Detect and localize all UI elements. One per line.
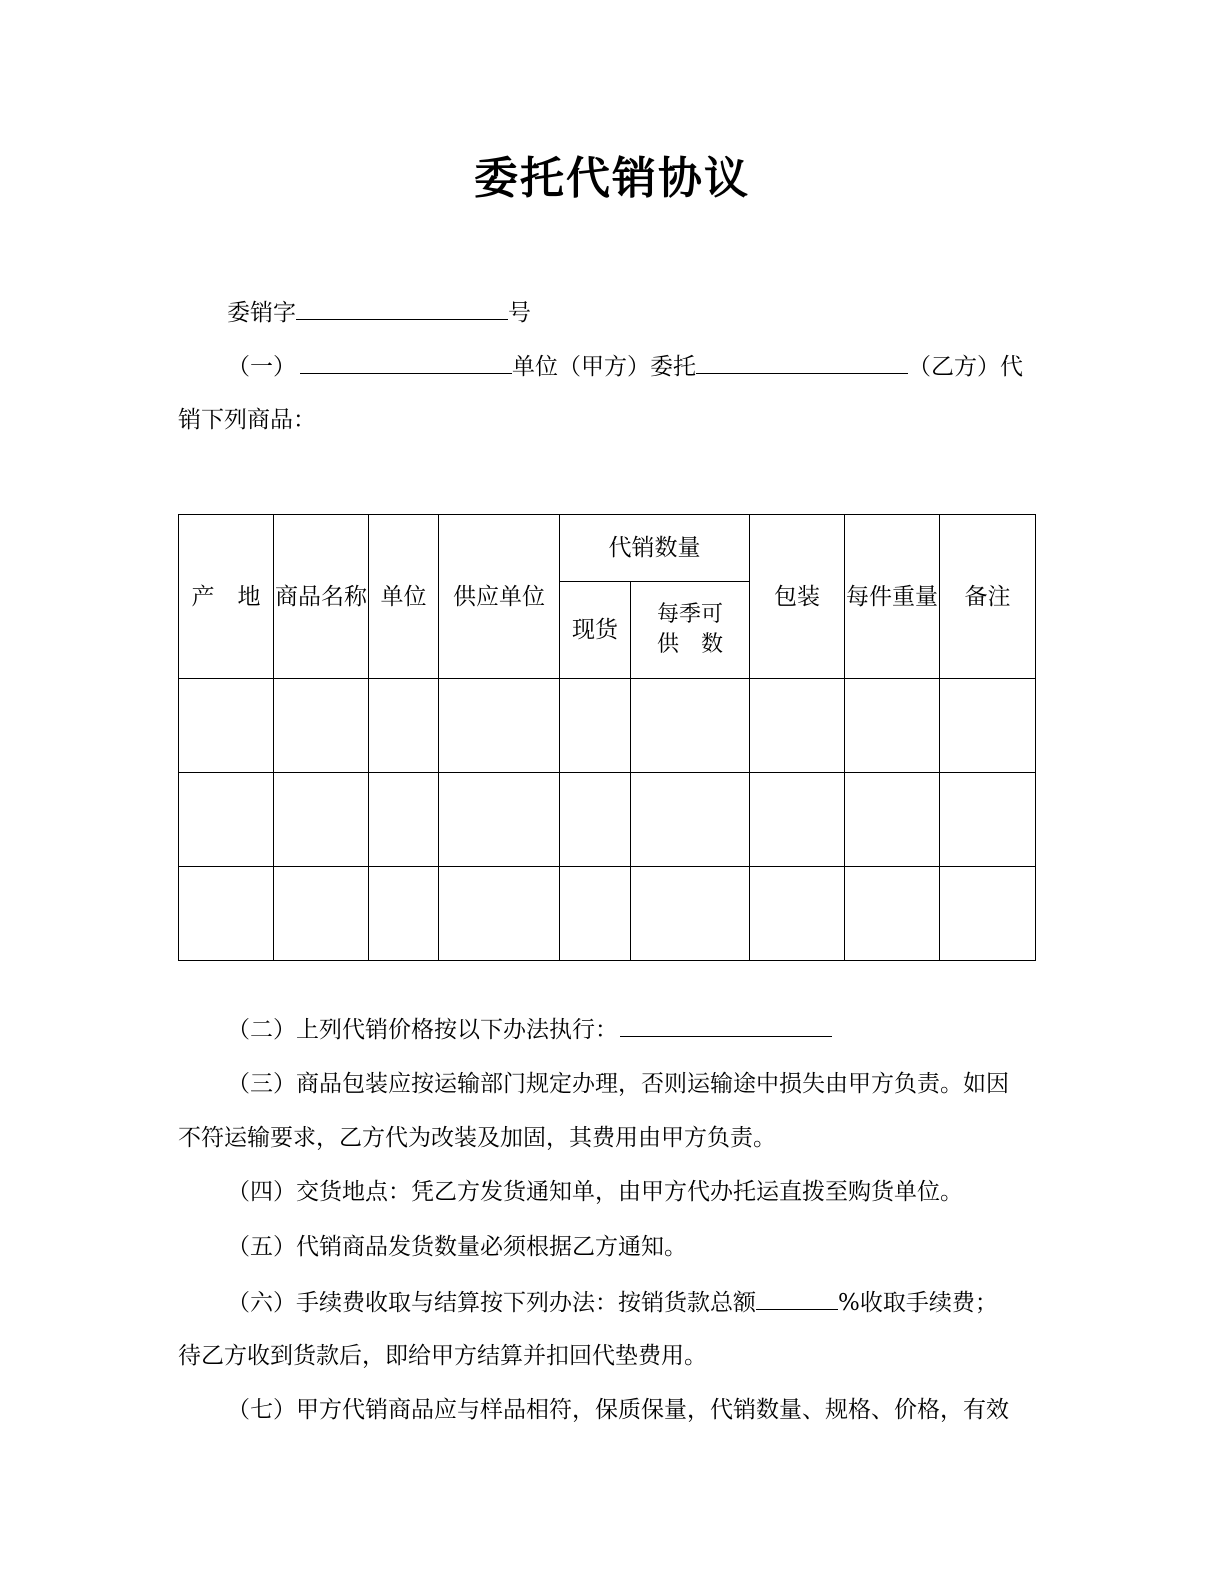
table-cell[interactable] (750, 773, 845, 867)
party-a-blank (300, 351, 512, 374)
header-quarterly-line-1: 每季可 (656, 602, 723, 627)
table-cell[interactable] (750, 679, 845, 773)
table-cell[interactable] (179, 773, 274, 867)
header-remarks: 备注 (940, 515, 1036, 679)
table-cell[interactable] (369, 773, 439, 867)
clause-1-line-1 (227, 351, 1023, 382)
table-cell[interactable] (369, 867, 439, 961)
header-quarterly-supply (631, 582, 750, 679)
clause-7: （七）甲方代销商品应与样品相符，保质保量，代销数量、规格、价格，有效 (227, 1397, 1009, 1423)
table-cell[interactable] (560, 679, 631, 773)
table-cell[interactable] (940, 773, 1036, 867)
table-cell[interactable] (631, 867, 750, 961)
table-cell[interactable] (369, 679, 439, 773)
doc-number-line (227, 297, 531, 328)
table-cell[interactable] (845, 773, 940, 867)
clause-4: （四）交货地点：凭乙方发货通知单，由甲方代办托运直拨至购货单位。 (227, 1179, 963, 1205)
table-cell[interactable] (845, 867, 940, 961)
doc-number-prefix: 委销字 (227, 300, 296, 326)
header-spot: 现货 (560, 582, 631, 679)
table-cell[interactable] (940, 679, 1036, 773)
header-packing: 包装 (750, 515, 845, 679)
table-cell[interactable] (274, 773, 369, 867)
table-cell[interactable] (845, 679, 940, 773)
price-method-blank (620, 1014, 832, 1037)
clause-1-prefix: （一） (227, 354, 296, 380)
doc-number-blank (296, 297, 508, 320)
clause-3-line-1: （三）商品包装应按运输部门规定办理，否则运输途中损失由甲方负责。如因 (227, 1071, 1009, 1097)
table-row (179, 679, 1036, 773)
goods-table (178, 514, 1036, 961)
table-cell[interactable] (940, 867, 1036, 961)
table-cell[interactable] (439, 773, 560, 867)
table-row (179, 773, 1036, 867)
header-origin: 产 地 (179, 515, 274, 679)
header-weight: 每件重量 (845, 515, 940, 679)
table-cell[interactable] (179, 867, 274, 961)
header-product-name: 商品名称 (274, 515, 369, 679)
fee-percent-blank (756, 1287, 838, 1310)
document-title: 委托代销协议 (474, 153, 750, 204)
clause-6-suffix: %收取手续费； (838, 1290, 998, 1316)
header-unit: 单位 (369, 515, 439, 679)
table-cell[interactable] (560, 867, 631, 961)
clause-3-line-2: 不符运输要求，乙方代为改装及加固，其费用由甲方负责。 (178, 1125, 776, 1151)
table-cell[interactable] (439, 679, 560, 773)
header-supplier: 供应单位 (439, 515, 560, 679)
clause-1-line-2: 销下列商品： (178, 407, 316, 433)
clause-5: （五）代销商品发货数量必须根据乙方通知。 (227, 1234, 687, 1260)
table-cell[interactable] (631, 679, 750, 773)
table-cell[interactable] (560, 773, 631, 867)
table-cell[interactable] (179, 679, 274, 773)
table-cell[interactable] (274, 679, 369, 773)
clause-6-prefix: （六）手续费收取与结算按下列办法：按销货款总额 (227, 1290, 756, 1316)
table-cell[interactable] (274, 867, 369, 961)
header-consign-qty: 代销数量 (560, 515, 750, 582)
clause-1-mid: 单位（甲方）委托 (512, 354, 696, 380)
clause-1-end: （乙方）代 (908, 354, 1023, 380)
table-cell[interactable] (439, 867, 560, 961)
party-b-blank (696, 351, 908, 374)
clause-6-line-2: 待乙方收到货款后，即给甲方结算并扣回代垫费用。 (178, 1343, 707, 1369)
table-row (179, 867, 1036, 961)
doc-number-suffix: 号 (508, 300, 531, 326)
table-cell[interactable] (750, 867, 845, 961)
clause-2-text: （二）上列代销价格按以下办法执行： (227, 1017, 618, 1043)
clause-2 (227, 1014, 832, 1045)
clause-6-line-1 (227, 1287, 998, 1318)
table-cell[interactable] (631, 773, 750, 867)
header-quarterly-line-2: 供 数 (656, 632, 723, 657)
